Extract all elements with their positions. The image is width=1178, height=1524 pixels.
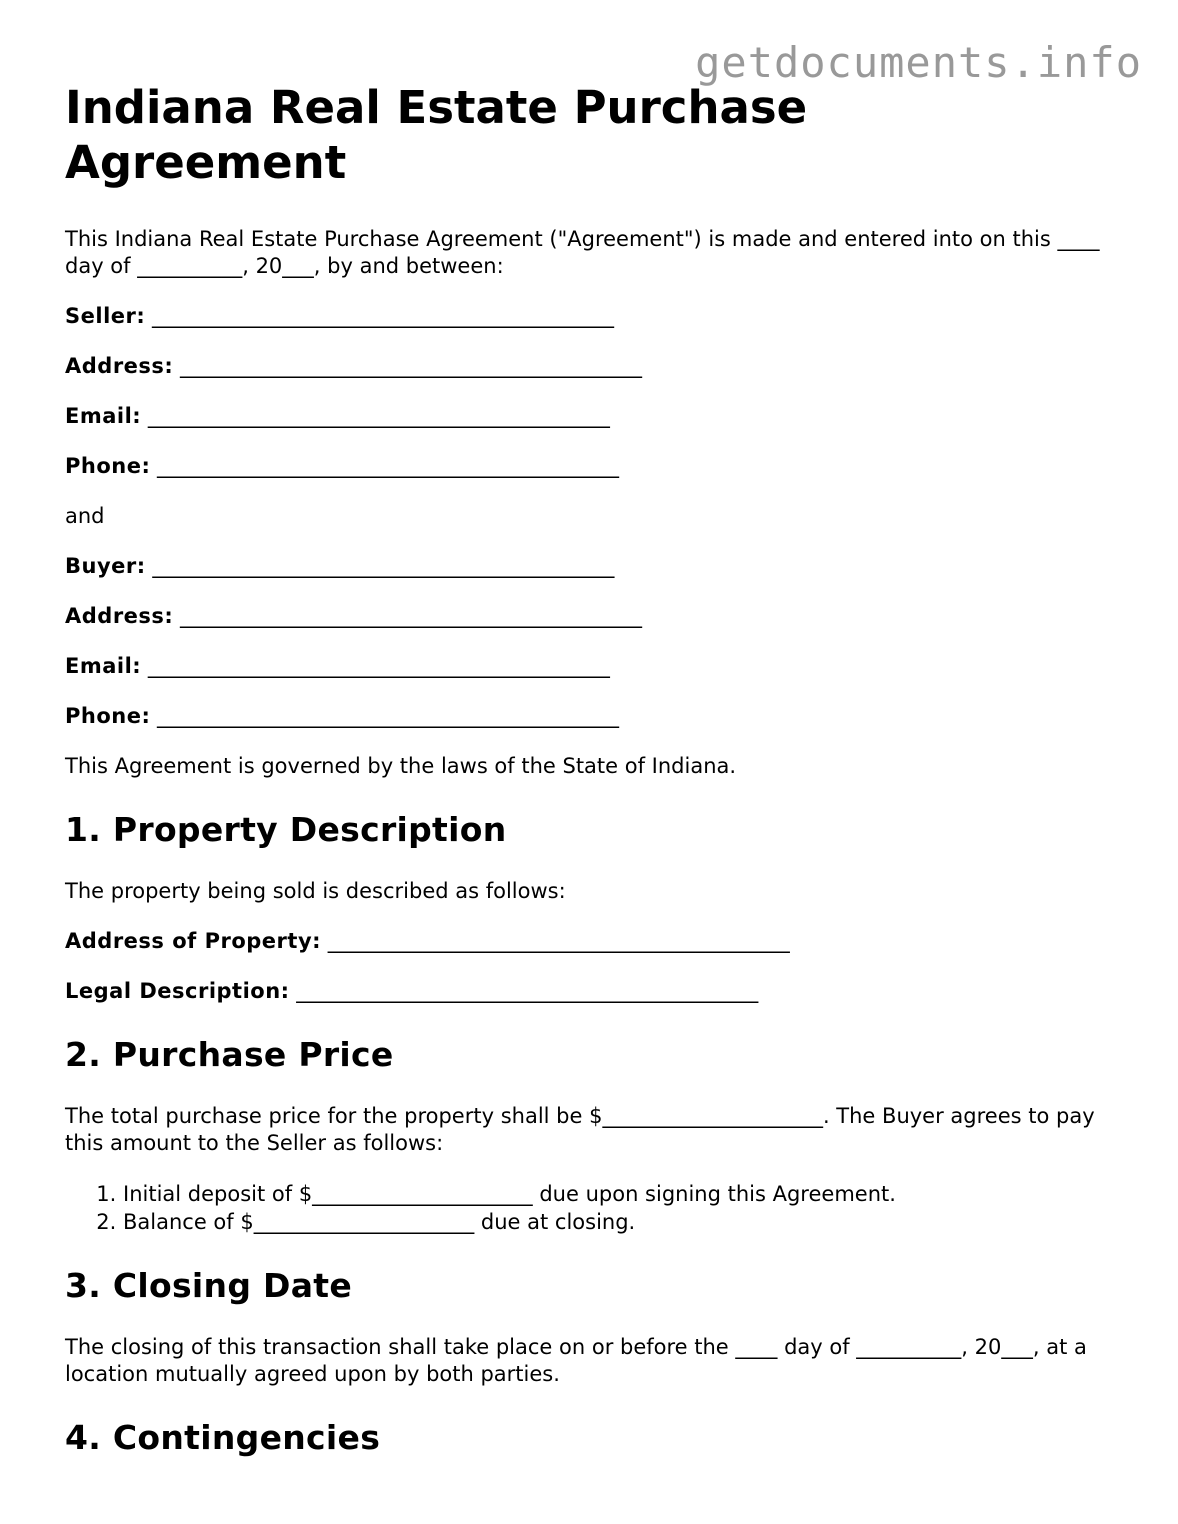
seller-name-label: Seller: <box>65 304 146 328</box>
property-address-label: Address of Property: <box>65 929 322 953</box>
buyer-phone-label: Phone: <box>65 704 151 728</box>
seller-name-field <box>65 303 1125 330</box>
seller-address-field <box>65 353 1125 380</box>
buyer-phone-blank: ____________________________________________ <box>157 704 620 728</box>
buyer-name-blank: ____________________________________________ <box>152 554 615 578</box>
list-item: 1. Initial deposit of $_____________________ due upon signing this Agreement. <box>123 1180 1125 1208</box>
seller-email-label: Email: <box>65 404 142 428</box>
buyer-address-blank: ____________________________________________ <box>180 604 643 628</box>
section-2-heading: 2. Purchase Price <box>65 1035 394 1074</box>
intro-paragraph: This Indiana Real Estate Purchase Agreement ("Agreement") is made and entered into on this ____ day of __________, 20___, by and between: <box>65 227 1100 278</box>
document-title: Indiana Real Estate Purchase Agreement <box>65 81 808 189</box>
seller-phone-label: Phone: <box>65 454 151 478</box>
buyer-address-field <box>65 603 1125 630</box>
section-1-heading: 1. Property Description <box>65 810 507 849</box>
buyer-email-blank: ____________________________________________ <box>147 654 610 678</box>
list-item: 2. Balance of $_____________________ due at closing. <box>123 1208 1125 1236</box>
buyer-name-field <box>65 553 1125 580</box>
governing-law: This Agreement is governed by the laws of the State of Indiana. <box>65 754 737 778</box>
seller-email-field <box>65 403 1125 430</box>
buyer-name-label: Buyer: <box>65 554 146 578</box>
seller-name-blank: ____________________________________________ <box>151 304 614 328</box>
legal-description-field <box>65 978 1125 1005</box>
legal-description-label: Legal Description: <box>65 979 290 1003</box>
seller-phone-field <box>65 453 1125 480</box>
section-2-text: The total purchase price for the property shall be $_____________________. The Buyer agrees to pay this amount to the Seller as follows: <box>65 1104 1095 1155</box>
buyer-address-label: Address: <box>65 604 174 628</box>
legal-description-blank: ____________________________________________ <box>296 979 759 1003</box>
section-3-heading: 3. Closing Date <box>65 1266 353 1305</box>
watermark: getdocuments.info <box>695 38 1142 87</box>
buyer-email-field <box>65 653 1125 680</box>
property-address-field <box>65 928 1125 955</box>
and-text: and <box>65 504 105 528</box>
seller-address-label: Address: <box>65 354 174 378</box>
seller-address-blank: ____________________________________________ <box>180 354 643 378</box>
seller-email-blank: ____________________________________________ <box>147 404 610 428</box>
seller-phone-blank: ____________________________________________ <box>157 454 620 478</box>
buyer-email-label: Email: <box>65 654 142 678</box>
buyer-phone-field <box>65 703 1125 730</box>
document-page <box>65 80 1125 1486</box>
section-3-text: The closing of this transaction shall take place on or before the ____ day of __________, 20___, at a location mutually agreed upon by both parties. <box>65 1335 1087 1386</box>
section-1-text: The property being sold is described as follows: <box>65 879 566 903</box>
payment-list <box>65 1180 1125 1236</box>
section-4-heading: 4. Contingencies <box>65 1418 381 1457</box>
property-address-blank: ____________________________________________ <box>327 929 790 953</box>
